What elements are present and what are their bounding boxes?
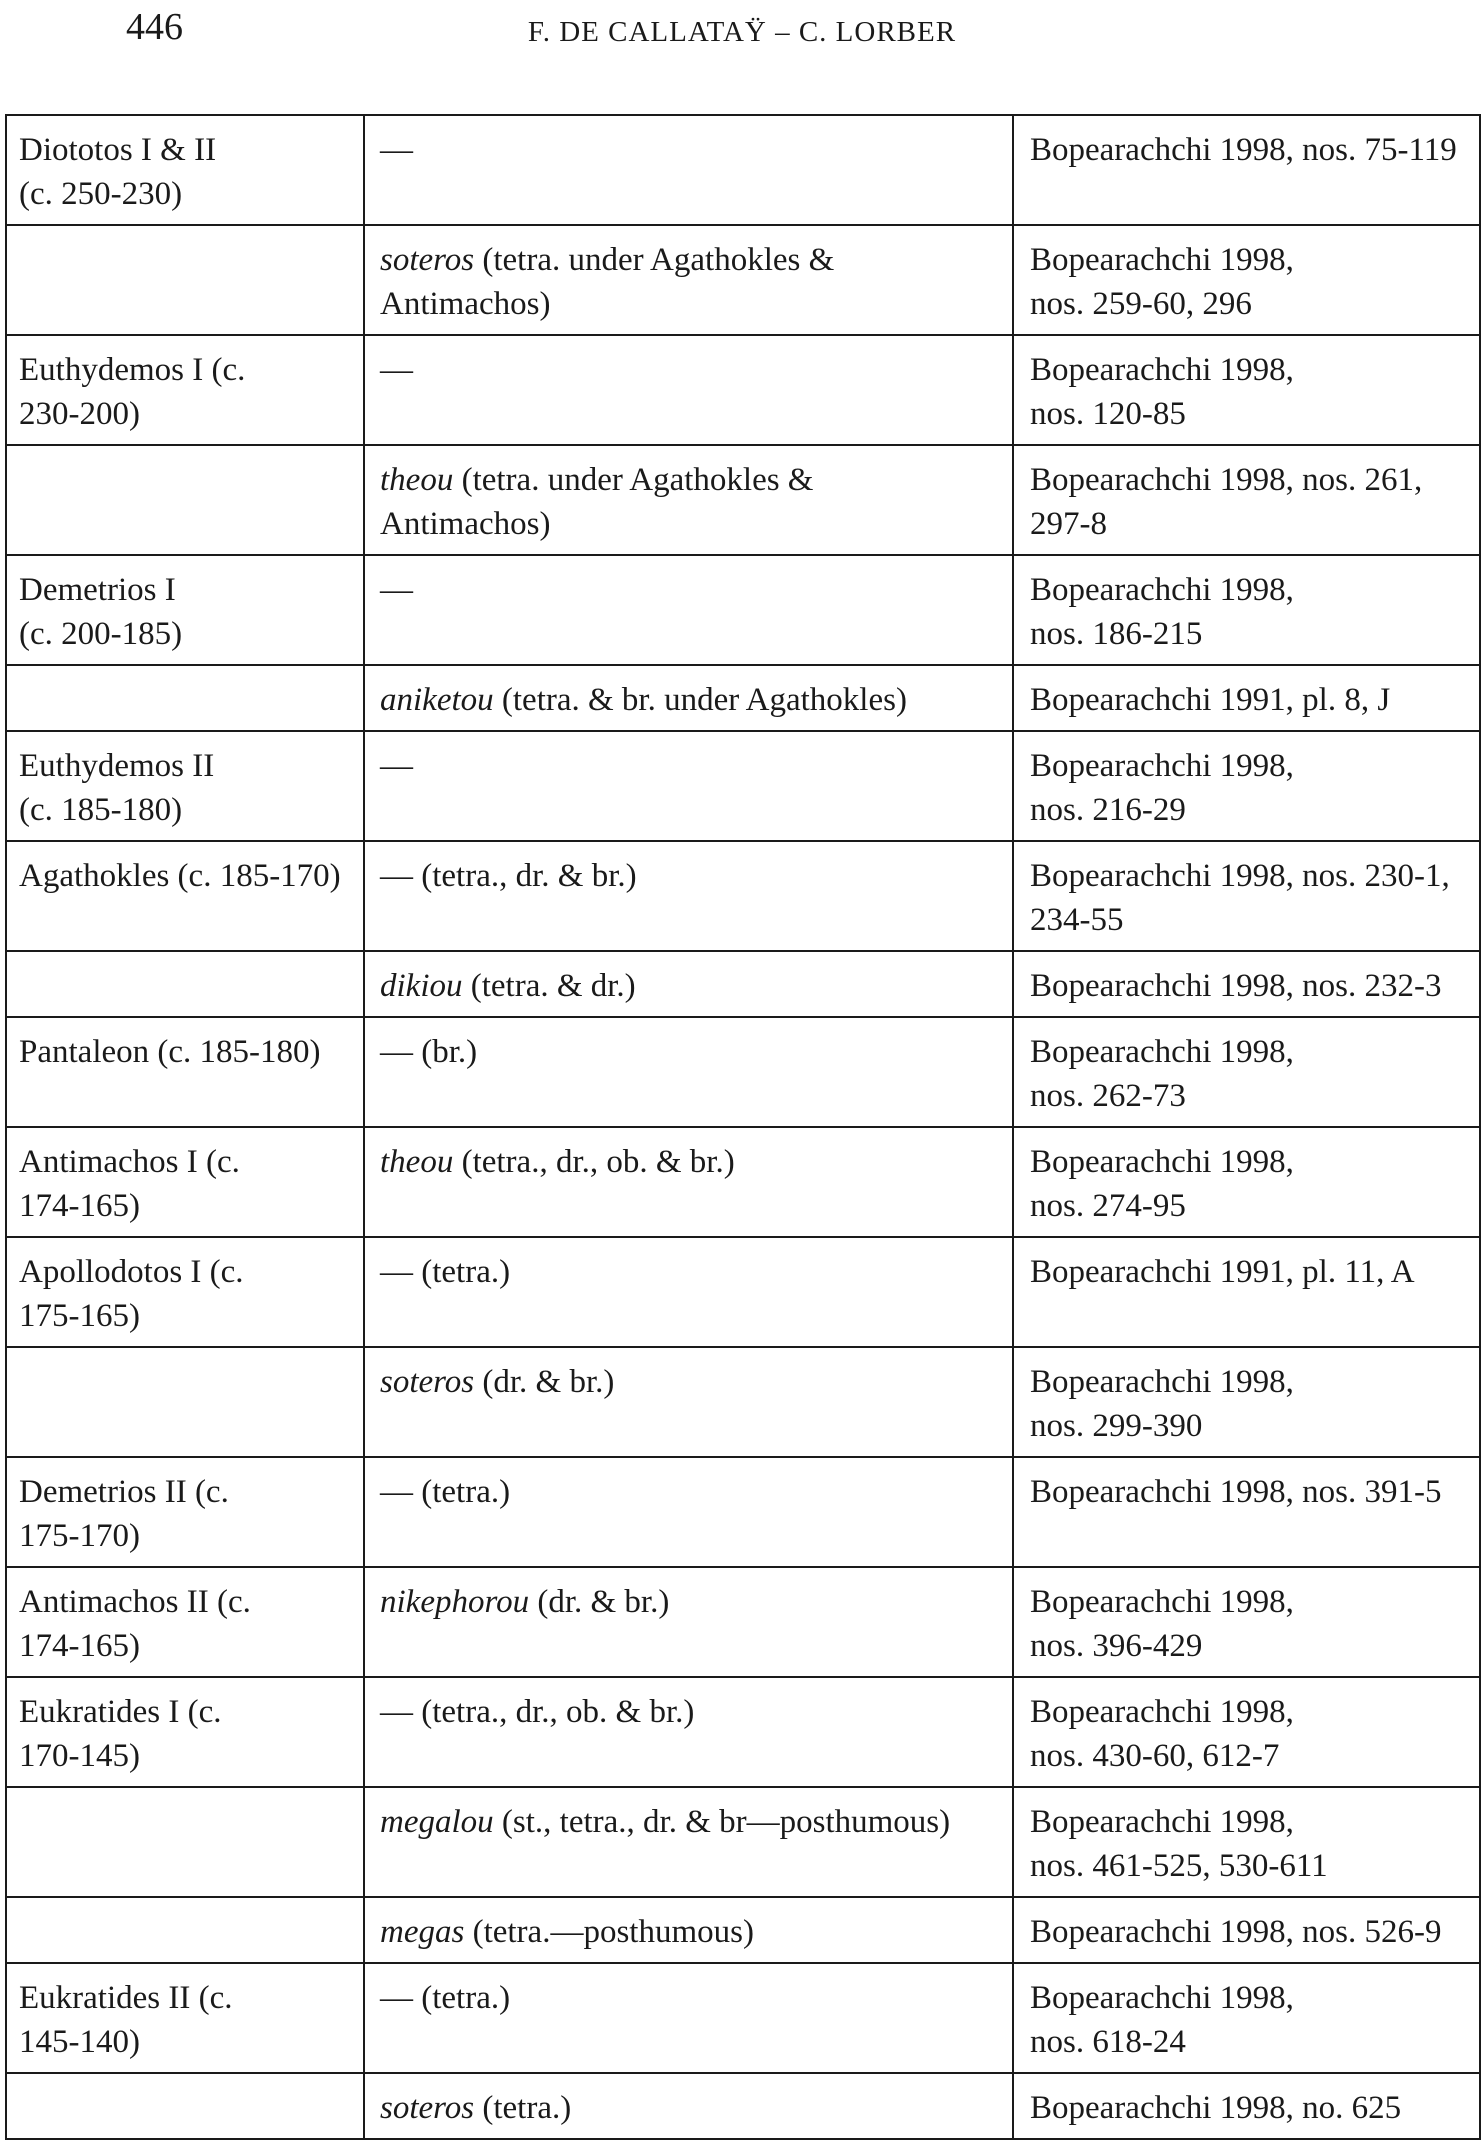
coinage-description: — — [380, 572, 413, 608]
running-head: F. DE CALLATAŸ – C. LORBER — [527, 16, 957, 48]
reference-cell: Bopearachchi 1998, nos. 391-5 — [1013, 1457, 1480, 1567]
coinage-cell — [364, 1677, 1013, 1787]
table-row — [6, 1897, 1480, 1963]
table-row — [6, 1457, 1480, 1567]
table-row — [6, 335, 1480, 445]
ruler-cell: Pantaleon (c. 185-180) — [6, 1017, 364, 1127]
coinage-cell — [364, 1787, 1013, 1897]
ruler-cell: Demetrios II (c. 175-170) — [6, 1457, 364, 1567]
epithet: dikiou — [380, 968, 463, 1004]
coinage-description: — (tetra.) — [380, 1980, 511, 2016]
ruler-cell: Eukratides I (c. 170-145) — [6, 1677, 364, 1787]
ruler-cell: Antimachos I (c. 174-165) — [6, 1127, 364, 1237]
reference-cell: Bopearachchi 1998, nos. 230-1, 234-55 — [1013, 841, 1480, 951]
reference-cell: Bopearachchi 1998, nos. 120-85 — [1013, 335, 1480, 445]
ruler-cell: Euthydemos II (c. 185-180) — [6, 731, 364, 841]
coinage-description: — (tetra.) — [380, 1254, 511, 1290]
reference-cell: Bopearachchi 1991, pl. 8, J — [1013, 665, 1480, 731]
coinage-description: (dr. & br.) — [474, 1364, 615, 1400]
epithet: soteros — [380, 1364, 475, 1400]
table-row — [6, 2073, 1480, 2139]
reference-cell: Bopearachchi 1998, no. 625 — [1013, 2073, 1480, 2139]
epithet: nikephorou — [380, 1584, 530, 1620]
ruler-cell: Agathokles (c. 185-170) — [6, 841, 364, 951]
table-row — [6, 1237, 1480, 1347]
coinage-description: — (tetra.) — [380, 1474, 511, 1510]
epithet: aniketou — [380, 682, 494, 718]
coinage-description: — (br.) — [380, 1034, 478, 1070]
ruler-cell — [6, 1347, 364, 1457]
table-row — [6, 1677, 1480, 1787]
ruler-cell: Euthydemos I (c. 230-200) — [6, 335, 364, 445]
reference-cell: Bopearachchi 1998, nos. 75-119 — [1013, 115, 1480, 225]
reference-cell: Bopearachchi 1998, nos. 526-9 — [1013, 1897, 1480, 1963]
coinage-cell — [364, 1567, 1013, 1677]
ruler-cell — [6, 1897, 364, 1963]
reference-cell: Bopearachchi 1998, nos. 461-525, 530-611 — [1013, 1787, 1480, 1897]
reference-cell: Bopearachchi 1998, nos. 186-215 — [1013, 555, 1480, 665]
epithet: soteros — [380, 242, 475, 278]
coinage-description: (tetra.—posthumous) — [464, 1914, 754, 1950]
coinage-description: — (tetra., dr., ob. & br.) — [380, 1694, 695, 1730]
coinage-cell — [364, 1127, 1013, 1237]
ruler-cell — [6, 1787, 364, 1897]
table-row — [6, 841, 1480, 951]
table-row — [6, 445, 1480, 555]
table-row — [6, 665, 1480, 731]
epithet: megalou — [380, 1804, 494, 1840]
reference-cell: Bopearachchi 1998, nos. 618-24 — [1013, 1963, 1480, 2073]
table-row — [6, 1127, 1480, 1237]
coinage-description: (tetra. under Agathokles & Antimachos) — [380, 242, 835, 322]
ruler-cell: Diototos I & II (c. 250-230) — [6, 115, 364, 225]
coinage-description: — — [380, 132, 413, 168]
coinage-cell — [364, 841, 1013, 951]
coinage-cell — [364, 1237, 1013, 1347]
table-row — [6, 555, 1480, 665]
coinage-description: — (tetra., dr. & br.) — [380, 858, 637, 894]
coinage-description: — — [380, 748, 413, 784]
coinage-cell — [364, 665, 1013, 731]
reference-cell: Bopearachchi 1998, nos. 299-390 — [1013, 1347, 1480, 1457]
epithet: soteros — [380, 2090, 475, 2126]
reference-cell: Bopearachchi 1998, nos. 216-29 — [1013, 731, 1480, 841]
ruler-cell: Demetrios I (c. 200-185) — [6, 555, 364, 665]
ruler-cell — [6, 951, 364, 1017]
coinage-description: (tetra.) — [474, 2090, 572, 2126]
reference-cell: Bopearachchi 1998, nos. 259-60, 296 — [1013, 225, 1480, 335]
reference-cell: Bopearachchi 1998, nos. 396-429 — [1013, 1567, 1480, 1677]
table-row — [6, 1017, 1480, 1127]
coinage-description: (dr. & br.) — [529, 1584, 670, 1620]
reference-cell: Bopearachchi 1991, pl. 11, A — [1013, 1237, 1480, 1347]
coinage-description: (tetra. & dr.) — [462, 968, 636, 1004]
ruler-cell: Apollodotos I (c. 175-165) — [6, 1237, 364, 1347]
table-row — [6, 225, 1480, 335]
coinage-description: (tetra. & br. under Agathokles) — [493, 682, 907, 718]
reference-cell: Bopearachchi 1998, nos. 274-95 — [1013, 1127, 1480, 1237]
coinage-description: — — [380, 352, 413, 388]
table-body — [6, 115, 1480, 2139]
coinage-description: (tetra., dr., ob. & br.) — [453, 1144, 735, 1180]
table-row — [6, 115, 1480, 225]
coinage-cell — [364, 731, 1013, 841]
coinage-cell — [364, 1897, 1013, 1963]
coinage-cell — [364, 1963, 1013, 2073]
coinage-cell — [364, 445, 1013, 555]
coinage-description: (tetra. under Agathokles & Antimachos) — [380, 462, 814, 542]
reference-cell: Bopearachchi 1998, nos. 261, 297-8 — [1013, 445, 1480, 555]
ruler-cell: Eukratides II (c. 145-140) — [6, 1963, 364, 2073]
table-row — [6, 1567, 1480, 1677]
coinage-cell — [364, 225, 1013, 335]
ruler-cell: Antimachos II (c. 174-165) — [6, 1567, 364, 1677]
epithet: theou — [380, 1144, 454, 1180]
coinage-cell — [364, 335, 1013, 445]
coinage-cell — [364, 951, 1013, 1017]
epithet: megas — [380, 1914, 465, 1950]
table-row — [6, 731, 1480, 841]
coinage-cell — [364, 1017, 1013, 1127]
epithet: theou — [380, 462, 454, 498]
coinage-description: (st., tetra., dr. & br—posthumous) — [493, 1804, 951, 1840]
coinage-cell — [364, 2073, 1013, 2139]
table-row — [6, 1963, 1480, 2073]
table-row — [6, 1787, 1480, 1897]
coinage-cell — [364, 1347, 1013, 1457]
ruler-cell — [6, 445, 364, 555]
ruler-cell — [6, 665, 364, 731]
coinage-table — [5, 114, 1481, 2140]
table-row — [6, 1347, 1480, 1457]
coinage-cell — [364, 1457, 1013, 1567]
coinage-cell — [364, 555, 1013, 665]
reference-cell: Bopearachchi 1998, nos. 232-3 — [1013, 951, 1480, 1017]
reference-cell: Bopearachchi 1998, nos. 430-60, 612-7 — [1013, 1677, 1480, 1787]
ruler-cell — [6, 2073, 364, 2139]
page-number: 446 — [126, 6, 183, 48]
table-row — [6, 951, 1480, 1017]
reference-cell: Bopearachchi 1998, nos. 262-73 — [1013, 1017, 1480, 1127]
ruler-cell — [6, 225, 364, 335]
coinage-cell — [364, 115, 1013, 225]
